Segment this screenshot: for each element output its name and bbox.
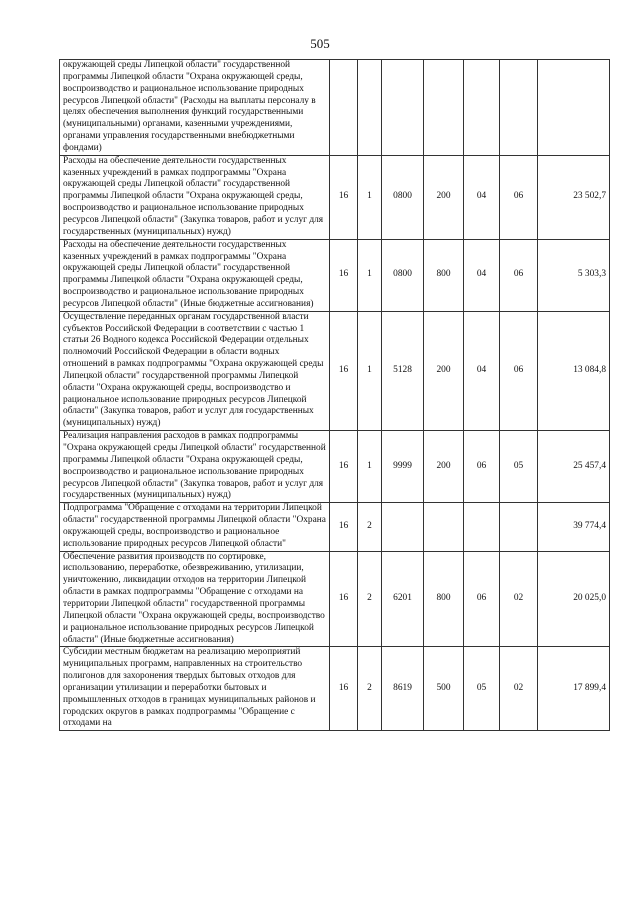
cell-description: окружающей среды Липецкой области" государственной программы Липецкой области "Охрана окружающей среды, воспроизводство и рациональное использование природных ресурсов Липецкой области" (Расходы на выплаты персоналу в целях обеспечения выполнения функций государственными (муниципальными) органами, казенными учреждениями, органами управления государственными внебюджетными фондами)	[60, 60, 330, 156]
cell-amount: 39 774,4	[538, 503, 610, 551]
table-row	[60, 239, 610, 311]
cell-section: 06	[464, 551, 500, 647]
cell-subprogram: 1	[358, 239, 382, 311]
table-row	[60, 311, 610, 430]
cell-target-code: 9999	[382, 431, 424, 503]
cell-subsection: 06	[500, 239, 538, 311]
cell-expense-type: 200	[424, 311, 464, 430]
cell-section: 04	[464, 239, 500, 311]
cell-target-code: 8619	[382, 647, 424, 731]
cell-section	[464, 503, 500, 551]
cell-subsection: 05	[500, 431, 538, 503]
cell-subprogram	[358, 60, 382, 156]
cell-subsection: 02	[500, 647, 538, 731]
cell-grbs: 16	[330, 155, 358, 239]
cell-subsection: 06	[500, 155, 538, 239]
table-body	[60, 60, 610, 731]
cell-target-code	[382, 60, 424, 156]
cell-subsection: 06	[500, 311, 538, 430]
cell-amount: 17 899,4	[538, 647, 610, 731]
cell-amount: 23 502,7	[538, 155, 610, 239]
cell-amount: 25 457,4	[538, 431, 610, 503]
cell-description: Подпрограмма "Обращение с отходами на территории Липецкой области" государственной программы Липецкой области "Охрана окружающей среды, воспроизводство и рациональное использование природных ресурсов Липецкой области"	[60, 503, 330, 551]
table-row	[60, 647, 610, 731]
cell-section: 04	[464, 155, 500, 239]
cell-expense-type: 800	[424, 551, 464, 647]
page-number: 505	[310, 36, 330, 51]
cell-target-code: 6201	[382, 551, 424, 647]
cell-description: Реализация направления расходов в рамках подпрограммы "Охрана окружающей среды Липецкой области" государственной программы Липецкой области "Охрана окружающей среды, воспроизводство и рациональное использование природных ресурсов Липецкой области" (Закупка товаров, работ и услуг для государственных (муниципальных) нужд)	[60, 431, 330, 503]
table-row	[60, 551, 610, 647]
cell-description: Осуществление переданных органам государственной власти субъектов Российской Федерации в соответствии с частью 1 статьи 26 Водного кодекса Российской Федерации отдельных полномочий Российской Федерации в области водных отношений в рамках подпрограммы "Охрана окружающей среды Липецкой области" государственной программы Липецкой области "Охрана окружающей среды, воспроизводство и рациональное использование природных ресурсов Липецкой области" (Закупка товаров, работ и услуг для государственных (муниципальных) нужд)	[60, 311, 330, 430]
cell-subprogram: 1	[358, 431, 382, 503]
cell-amount: 13 084,8	[538, 311, 610, 430]
cell-section	[464, 60, 500, 156]
cell-target-code: 0800	[382, 239, 424, 311]
cell-grbs: 16	[330, 551, 358, 647]
cell-section: 05	[464, 647, 500, 731]
cell-expense-type: 500	[424, 647, 464, 731]
cell-subsection	[500, 60, 538, 156]
cell-subprogram: 2	[358, 647, 382, 731]
cell-expense-type: 200	[424, 431, 464, 503]
cell-grbs	[330, 60, 358, 156]
cell-expense-type	[424, 60, 464, 156]
cell-expense-type	[424, 503, 464, 551]
cell-subprogram: 2	[358, 503, 382, 551]
cell-subprogram: 1	[358, 155, 382, 239]
cell-grbs: 16	[330, 239, 358, 311]
cell-grbs: 16	[330, 431, 358, 503]
cell-description: Расходы на обеспечение деятельности государственных казенных учреждений в рамках подпрограммы "Охрана окружающей среды Липецкой области" государственной программы Липецкой области "Охрана окружающей среды, воспроизводство и рациональное использование природных ресурсов Липецкой области" (Иные бюджетные ассигнования)	[60, 239, 330, 311]
cell-subprogram: 2	[358, 551, 382, 647]
table-row	[60, 60, 610, 156]
cell-subsection: 02	[500, 551, 538, 647]
cell-description: Расходы на обеспечение деятельности государственных казенных учреждений в рамках подпрограммы "Охрана окружающей среды Липецкой области" государственной программы Липецкой области "Охрана окружающей среды, воспроизводство и рациональное использование природных ресурсов Липецкой области" (Закупка товаров, работ и услуг для государственных (муниципальных) нужд)	[60, 155, 330, 239]
cell-grbs: 16	[330, 503, 358, 551]
cell-amount: 20 025,0	[538, 551, 610, 647]
cell-subprogram: 1	[358, 311, 382, 430]
cell-description: Субсидии местным бюджетам на реализацию мероприятий муниципальных программ, направленных на строительство полигонов для захоронения твердых бытовых отходов для организации утилизации и переработки бытовых и промышленных отходов в границах муниципальных районов и городских округов в рамках подпрограммы "Обращение с отходами на	[60, 647, 330, 731]
cell-subsection	[500, 503, 538, 551]
table-row	[60, 431, 610, 503]
cell-grbs: 16	[330, 311, 358, 430]
cell-target-code: 5128	[382, 311, 424, 430]
table-row	[60, 503, 610, 551]
cell-expense-type: 200	[424, 155, 464, 239]
cell-amount	[538, 60, 610, 156]
cell-grbs: 16	[330, 647, 358, 731]
cell-section: 06	[464, 431, 500, 503]
cell-target-code	[382, 503, 424, 551]
cell-description: Обеспечение развития производств по сортировке, использованию, переработке, обезвреживанию, утилизации, уничтожению, ликвидации отходов на территории Липецкой области в рамках подпрограммы "Обращение с отходами на территории Липецкой области" государственной программы Липецкой области "Охрана окружающей среды, воспроизводство и рациональное использование природных ресурсов Липецкой области" (Иные бюджетные ассигнования)	[60, 551, 330, 647]
cell-target-code: 0800	[382, 155, 424, 239]
cell-section: 04	[464, 311, 500, 430]
cell-amount: 5 303,3	[538, 239, 610, 311]
table-row	[60, 155, 610, 239]
cell-expense-type: 800	[424, 239, 464, 311]
budget-table	[59, 59, 610, 731]
